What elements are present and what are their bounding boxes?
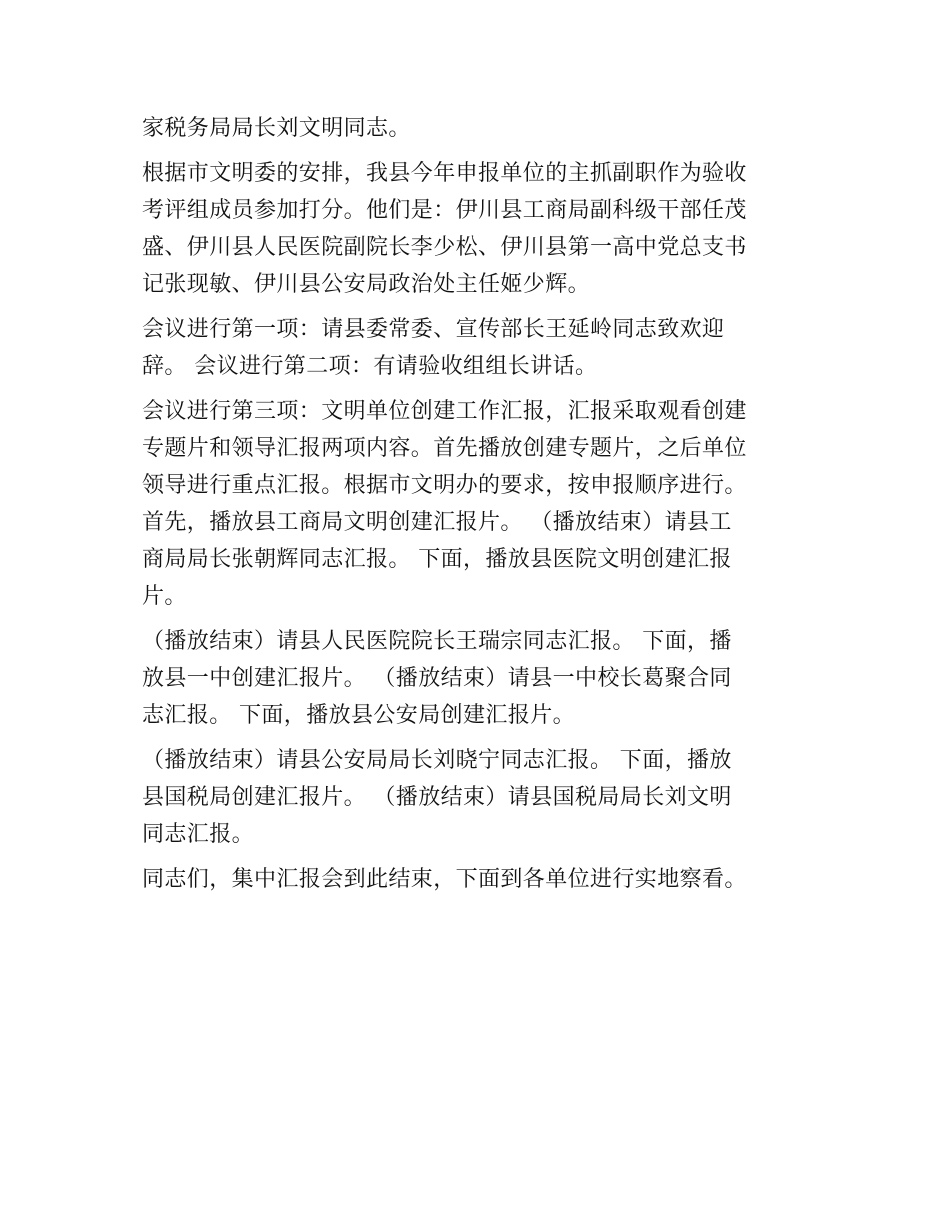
paragraph-6 <box>142 742 832 853</box>
paragraph-3 <box>142 311 832 385</box>
text-line: （播放结束）请县公安局局长刘晓宁同志汇报。 下面，播放 <box>142 748 732 773</box>
text-line: 片。 <box>142 584 187 609</box>
text-line: 会议进行第一项：请县委常委、宣传部长王延岭同志致欢迎 <box>142 317 725 342</box>
text-line: 根据市文明委的安排，我县今年申报单位的主抓副职作为验收 <box>142 161 747 186</box>
text-line: 首先，播放县工商局文明创建汇报片。 （播放结束）请县工 <box>142 510 732 535</box>
text-line: （播放结束）请县人民医院院长王瑞宗同志汇报。 下面，播 <box>142 629 732 654</box>
text-line: 同志们，集中汇报会到此结束，下面到各单位进行实地察看。 <box>142 867 747 892</box>
text-line: 放县一中创建汇报片。 （播放结束）请县一中校长葛聚合同 <box>142 666 732 691</box>
text-line: 会议进行第三项：文明单位创建工作汇报，汇报采取观看创建 <box>142 399 747 424</box>
text-line: 领导进行重点汇报。根据市文明办的要求，按申报顺序进行。 <box>142 473 747 498</box>
text-line: 记张现敏、伊川县公安局政治处主任姬少辉。 <box>142 272 591 297</box>
text-line: 志汇报。 下面，播放县公安局创建汇报片。 <box>142 703 575 728</box>
text-line: 辞。 会议进行第二项：有请验收组组长讲话。 <box>142 354 598 379</box>
text-line: 同志汇报。 <box>142 822 255 847</box>
text-line: 专题片和领导汇报两项内容。首先播放创建专题片，之后单位 <box>142 436 747 461</box>
text-line: 家税务局局长刘文明同志。 <box>142 116 411 141</box>
document-body <box>142 110 832 906</box>
paragraph-5 <box>142 623 832 734</box>
paragraph-1 <box>142 110 832 147</box>
paragraph-7 <box>142 861 832 898</box>
text-line: 商局局长张朝辉同志汇报。 下面，播放县医院文明创建汇报 <box>142 547 732 572</box>
text-line: 考评组成员参加打分。他们是：伊川县工商局副科级干部任茂 <box>142 198 747 223</box>
paragraph-2 <box>142 155 832 303</box>
text-line: 盛、伊川县人民医院副院长李少松、伊川县第一高中党总支书 <box>142 235 747 260</box>
text-line: 县国税局创建汇报片。 （播放结束）请县国税局局长刘文明 <box>142 785 732 810</box>
paragraph-4 <box>142 393 832 615</box>
